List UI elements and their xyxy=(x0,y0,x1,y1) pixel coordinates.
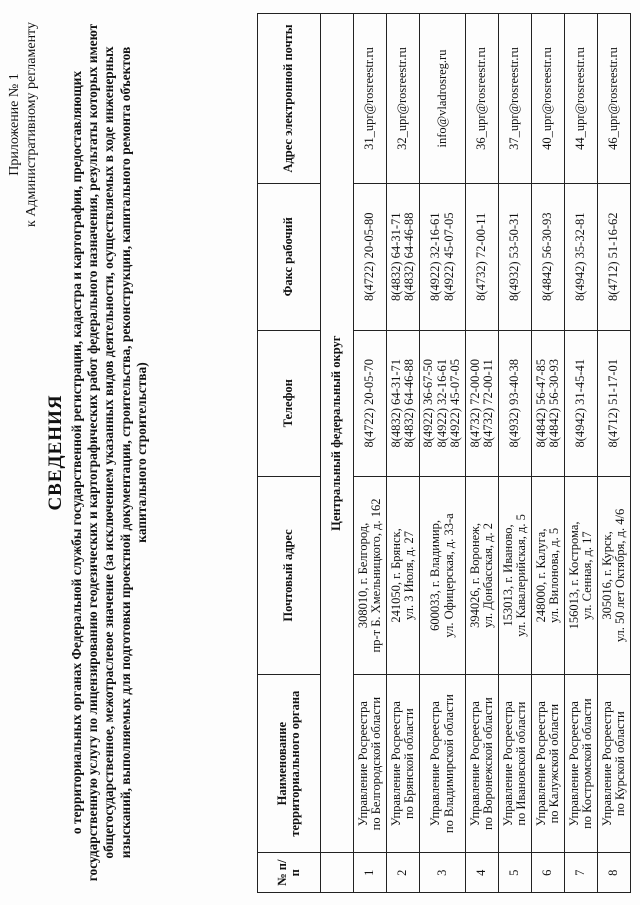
cell-name-line: Управление Росреестра xyxy=(599,701,614,827)
cell-email-line: 36_upr@rosreestr.ru xyxy=(474,47,489,150)
cell-number-line: 3 xyxy=(434,869,449,876)
cell-name xyxy=(565,674,598,853)
cell-phone-line: 8(4922) 45-07-05 xyxy=(448,359,463,448)
cell-name-line: по Владимирской области xyxy=(441,694,456,834)
cell-address-line: 156013, г. Кострома, xyxy=(566,521,581,630)
table-body xyxy=(321,14,631,893)
region-cell-blank xyxy=(321,853,354,893)
cell-name-line: по Воронежской области xyxy=(481,697,495,830)
document-subtitle: о территориальных органах Федеральной службы государственной регистрации, кадастра и картографии, предоставляющих государственную услугу по лицензированию геодезических и картографических работ федерального назначения, результаты которых имеют общегосударственное, межотраслевое значение (за исключением указанных видов деятельности, осуществляемых в ходе инженерных изысканий, выполняемых для подготовки проектной документации, строительства, реконструкции, капитального ремонта объектов капитального строительства) xyxy=(69,23,149,882)
cell-fax xyxy=(466,184,499,331)
cell-email xyxy=(499,14,532,184)
cell-phone-line: 8(4712) 51-17-01 xyxy=(606,359,621,448)
column-header-name: Наименование территориального органа xyxy=(258,674,321,853)
cell-email xyxy=(532,14,565,184)
cell-fax xyxy=(565,184,598,331)
table-header-row xyxy=(258,14,321,893)
cell-name-line: по Белгородской области xyxy=(369,696,383,831)
cell-phone xyxy=(532,330,565,477)
cell-number xyxy=(499,853,532,893)
cell-name-line: по Брянской области xyxy=(402,708,416,820)
cell-fax xyxy=(532,184,565,331)
cell-phone xyxy=(598,330,631,477)
cell-fax-line: 8(4732) 72-00-11 xyxy=(474,212,489,301)
cell-address-line: 308010, г. Белгород, xyxy=(355,522,370,629)
column-header-phone: Телефон xyxy=(258,330,321,477)
cell-phone-line: 8(4832) 64-31-71 xyxy=(388,359,403,448)
cell-number-line: 1 xyxy=(362,869,377,876)
cell-name xyxy=(532,674,565,853)
cell-email xyxy=(387,14,420,184)
cell-phone-line: 8(4732) 72-00-11 xyxy=(481,359,495,448)
cell-number xyxy=(598,853,631,893)
cell-name-line: Управление Росреестра xyxy=(533,701,548,827)
cell-name-line: Управление Росреестра xyxy=(428,701,442,827)
cell-name xyxy=(499,674,532,853)
cell-fax-line: 8(4932) 53-50-31 xyxy=(507,212,522,302)
cell-fax-line: 8(4942) 35-32-81 xyxy=(573,212,588,302)
table-row xyxy=(354,14,387,893)
document-title: СВЕДЕНИЯ xyxy=(45,394,66,511)
table-row xyxy=(499,14,532,893)
cell-email-line: 44_upr@rosreestr.ru xyxy=(573,47,588,150)
cell-number xyxy=(466,853,499,893)
cell-number-line: 2 xyxy=(395,869,410,876)
cell-name-line: Управление Росреестра xyxy=(566,701,581,827)
cell-address-line: пр-т Б. Хмельницкого, д. 162 xyxy=(369,498,383,653)
cell-name xyxy=(466,674,499,853)
table-row xyxy=(598,14,631,893)
cell-phone xyxy=(565,330,598,477)
cell-number xyxy=(532,853,565,893)
cell-phone-line: 8(4922) 36-67-50 xyxy=(421,359,436,448)
cell-fax xyxy=(598,184,631,331)
cell-phone-line: 8(4842) 56-30-93 xyxy=(547,359,561,448)
cell-address-line: 600033, г. Владимир, xyxy=(428,520,442,631)
cell-fax-line: 8(4922) 32-16-61 xyxy=(428,212,442,302)
cell-name xyxy=(598,674,631,853)
cell-address-line: 153013, г. Иваново, xyxy=(500,524,515,627)
cell-email xyxy=(354,14,387,184)
cell-phone xyxy=(354,330,387,477)
cell-address xyxy=(420,477,466,675)
cell-address-line: ул. 3 Июля, д. 27 xyxy=(402,530,416,620)
cell-number-line: 5 xyxy=(507,869,522,876)
cell-phone-line: 8(4942) 31-45-41 xyxy=(573,359,588,448)
cell-phone-line: 8(4732) 72-00-00 xyxy=(467,359,482,448)
cell-name xyxy=(420,674,466,853)
cell-name-line: Управление Росреестра xyxy=(467,701,482,827)
column-header-fax: Факс рабочий xyxy=(258,184,321,331)
cell-phone xyxy=(499,330,532,477)
cell-number-line: 4 xyxy=(474,869,489,876)
cell-address-line: 305016, г. Курск, xyxy=(599,531,614,620)
cell-address xyxy=(466,477,499,675)
territorial-bodies-table xyxy=(257,13,631,893)
cell-number xyxy=(420,853,466,893)
column-header-address: Почтовый адрес xyxy=(258,477,321,675)
cell-fax xyxy=(499,184,532,331)
cell-name-line: по Курской области xyxy=(613,711,627,817)
appendix-number: Приложение № 1 xyxy=(7,73,22,176)
cell-number xyxy=(387,853,420,893)
column-header-number: № п/п xyxy=(258,853,321,893)
cell-fax-line: 8(4722) 20-05-80 xyxy=(362,212,377,302)
cell-fax-line: 8(4712) 51-16-62 xyxy=(606,212,621,302)
cell-address-line: ул. Кавалерийская, д. 5 xyxy=(514,514,528,637)
cell-address xyxy=(565,477,598,675)
cell-phone-line: 8(4722) 20-05-70 xyxy=(362,359,377,448)
cell-number-line: 8 xyxy=(606,869,621,876)
cell-phone-line: 8(4842) 56-47-85 xyxy=(533,359,548,448)
cell-address xyxy=(387,477,420,675)
cell-address-line: 394026, г. Воронеж, xyxy=(467,523,482,628)
cell-name-line: по Ивановской области xyxy=(514,701,528,826)
cell-name-line: Управление Росреестра xyxy=(355,701,370,827)
cell-phone xyxy=(387,330,420,477)
appendix-reference: к Административному регламенту xyxy=(24,22,39,227)
cell-fax-line: 8(4922) 45-07-05 xyxy=(441,212,456,302)
cell-name xyxy=(354,674,387,853)
cell-name-line: по Костромской области xyxy=(580,698,594,829)
cell-email-line: 46_upr@rosreestr.ru xyxy=(606,47,621,150)
cell-email xyxy=(420,14,466,184)
region-row xyxy=(321,14,354,893)
cell-name-line: по Калужской области xyxy=(547,703,561,824)
cell-address-line: ул. 50 лет Октября, д. 4/6 xyxy=(613,508,627,643)
cell-number xyxy=(565,853,598,893)
cell-name xyxy=(387,674,420,853)
cell-address-line: ул. Офицерская, д. 33-а xyxy=(441,513,456,638)
cell-fax xyxy=(387,184,420,331)
cell-phone-line: 8(4932) 93-40-38 xyxy=(507,359,522,448)
cell-phone-line: 8(4832) 64-46-88 xyxy=(402,359,416,448)
appendix-note xyxy=(6,22,40,227)
table-row xyxy=(565,14,598,893)
table-row xyxy=(532,14,565,893)
region-heading: Центральный федеральный округ xyxy=(321,14,354,853)
cell-email-line: 31_upr@rosreestr.ru xyxy=(362,47,377,150)
cell-number xyxy=(354,853,387,893)
cell-address-line: ул. Донбасская, д. 2 xyxy=(481,522,495,628)
cell-fax-line: 8(4842) 56-30-93 xyxy=(540,212,555,302)
cell-address xyxy=(499,477,532,675)
cell-address-line: ул. Сенная, д. 17 xyxy=(580,531,594,620)
cell-email-line: 37_upr@rosreestr.ru xyxy=(507,47,522,150)
cell-phone-line: 8(4922) 32-16-61 xyxy=(434,359,449,448)
cell-address xyxy=(532,477,565,675)
cell-fax-line: 8(4832) 64-46-88 xyxy=(402,212,416,302)
cell-name-line: Управление Росреестра xyxy=(500,701,515,827)
cell-fax xyxy=(354,184,387,331)
cell-address xyxy=(598,477,631,675)
cell-fax-line: 8(4832) 64-31-71 xyxy=(388,212,403,302)
document-title-block xyxy=(45,20,150,885)
cell-number-line: 6 xyxy=(540,869,555,876)
cell-address-line: ул. Вилонова, д. 5 xyxy=(547,527,561,623)
cell-fax xyxy=(420,184,466,331)
column-header-email: Адрес электронной почты xyxy=(258,14,321,184)
cell-email-line: info@vladrosreg.ru xyxy=(434,49,449,148)
table-row xyxy=(466,14,499,893)
table-row xyxy=(420,14,466,893)
table-row xyxy=(387,14,420,893)
cell-address xyxy=(354,477,387,675)
cell-address-line: 241050, г. Брянск, xyxy=(388,528,403,623)
cell-address-line: 248000, г. Калуга, xyxy=(533,528,548,623)
cell-name-line: Управление Росреестра xyxy=(388,701,403,827)
cell-email xyxy=(598,14,631,184)
cell-email xyxy=(466,14,499,184)
cell-phone xyxy=(466,330,499,477)
cell-number-line: 7 xyxy=(573,869,588,876)
cell-email xyxy=(565,14,598,184)
cell-email-line: 32_upr@rosreestr.ru xyxy=(395,47,410,150)
cell-phone xyxy=(420,330,466,477)
cell-email-line: 40_upr@rosreestr.ru xyxy=(540,47,555,150)
